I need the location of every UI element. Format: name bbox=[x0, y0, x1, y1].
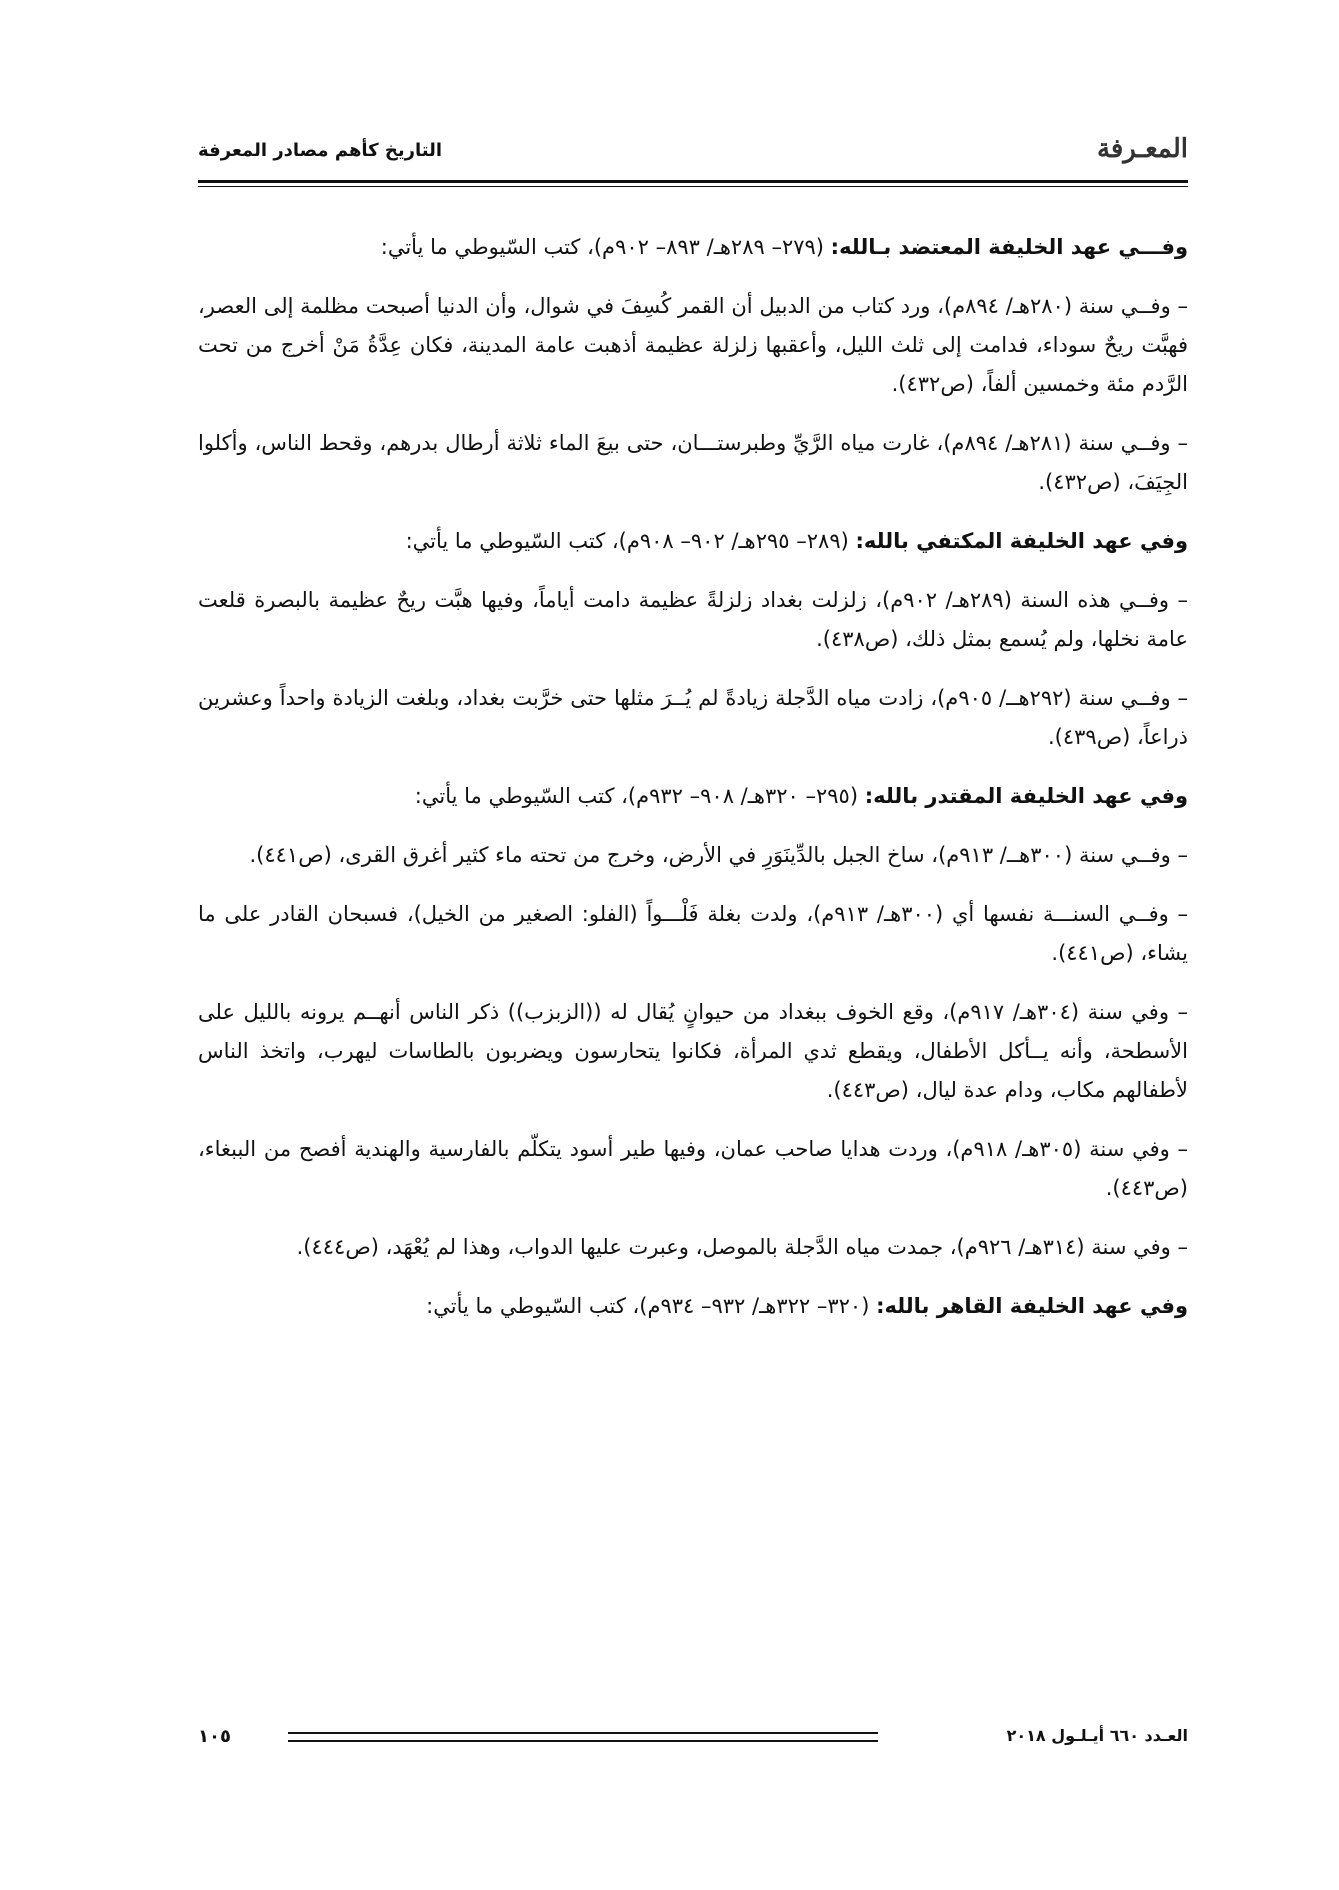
paragraph bbox=[198, 1287, 1188, 1326]
paragraph-text: – وفي سنة (٣١٤هـ/ ٩٢٦م)، جمدت مياه الدَّجلة بالموصل، وعبرت عليها الدواب، وهذا لم يُعْهَد، (ص٤٤٤). bbox=[296, 1235, 1188, 1259]
paragraph bbox=[198, 993, 1188, 1110]
page-number: ١٠٥ bbox=[198, 1726, 231, 1747]
page-header bbox=[198, 130, 1188, 180]
paragraph bbox=[198, 522, 1188, 561]
footer-divider-2 bbox=[288, 1740, 878, 1742]
header-divider-thin bbox=[198, 186, 1188, 187]
paragraph-lead: وفي عهد الخليفة المكتفي بالله: bbox=[855, 529, 1188, 553]
paragraph bbox=[198, 777, 1188, 816]
paragraph-text: – وفي سنة (٣٠٥هـ/ ٩١٨م)، وردت هدايا صاحب عمان، وفيها طير أسود يتكلّم بالفارسية والهندية أفصح من الببغاء، (ص٤٤٣). bbox=[198, 1137, 1189, 1200]
journal-logo: المعـرفة bbox=[1096, 134, 1188, 164]
article-body bbox=[198, 228, 1188, 1346]
paragraph bbox=[198, 424, 1188, 502]
paragraph bbox=[198, 836, 1188, 875]
page-footer bbox=[198, 1726, 1188, 1756]
paragraph-text: – وفــي سنة (٢٨١هـ/ ٨٩٤م)، غارت مياه الرَّيِّ وطبرستـــان، حتى بيعَ الماء ثلاثة أرطال بدرهم، وقحط الناس، وأكلوا الجِيَفَ، (ص٤٣٢). bbox=[198, 431, 1189, 494]
paragraph-text: – وفــي السنـــة نفسها أي (٣٠٠هـ/ ٩١٣م)، ولدت بغلة فَلْـــواً (الفلو: الصغير من الخيل)، فسبحان القادر على ما يشاء، (ص٤٤١). bbox=[198, 902, 1188, 965]
paragraph-text: (٣٢٠– ٣٢٢هـ/ ٩٣٢– ٩٣٤م)، كتب السّيوطي ما يأتي: bbox=[426, 1294, 877, 1318]
paragraph-text: (٢٨٩– ٢٩٥هـ/ ٩٠٢– ٩٠٨م)، كتب السّيوطي ما يأتي: bbox=[405, 529, 856, 553]
paragraph-text: – وفــي سنة (٢٩٢هــ/ ٩٠٥م)، زادت مياه الدَّجلة زيادةً لم يُــرَ مثلها حتى خرَّبت بغداد، وبلغت الزيادة واحداً وعشرين ذراعاً، (ص٤٣٩). bbox=[198, 686, 1189, 749]
paragraph bbox=[198, 228, 1188, 267]
paragraph-lead: وفـــي عهد الخليفة المعتضد بـالله: bbox=[830, 235, 1188, 259]
header-divider bbox=[198, 180, 1188, 183]
paragraph-lead: وفي عهد الخليفة القاهر بالله: bbox=[876, 1294, 1188, 1318]
paragraph-text: – وفي سنة (٣٠٤هـ/ ٩١٧م)، وقع الخوف ببغداد من حيوانٍ يُقال له ((الزبزب)) ذكر الناس أنهــم يرونه بالليل على الأسطحة، وأنه يــأكل الأطفال، ويقطع ثدي المرأة، فكانوا يتحارسون ويضربون بالطاسات ليهرب، واتخذ الناس لأطفالهم مكاب، ودام عدة ليال، (ص٤٤٣). bbox=[198, 1000, 1189, 1102]
paragraph bbox=[198, 1228, 1188, 1267]
footer-divider bbox=[288, 1732, 878, 1734]
paragraph-text: – وفــي سنة (٣٠٠هــ/ ٩١٣م)، ساخ الجبل بالدِّينَوَرِ في الأرض، وخرج من تحته ماء كثير أغرق القرى، (ص٤٤١). bbox=[249, 843, 1188, 867]
paragraph bbox=[198, 287, 1188, 404]
issue-info: العـدد ٦٦٠ أيـلـول ٢٠١٨ bbox=[1006, 1726, 1188, 1745]
paragraph bbox=[198, 679, 1188, 757]
paragraph-text: – وفــي سنة (٢٨٠هـ/ ٨٩٤م)، ورد كتاب من الدبيل أن القمر كُسِفَ في شوال، وأن الدنيا أصبحت مظلمة إلى العصر، فهبَّت ريحٌ سوداء، فدامت إلى ثلث الليل، وأعقبها زلزلة عظيمة أذهبت عامة المدينة، فكان عِدَّةُ مَنْ أخرج من تحت الرَّدم مئة وخمسين ألفاً، (ص٤٣٢). bbox=[198, 294, 1188, 396]
paragraph bbox=[198, 581, 1188, 659]
paragraph bbox=[198, 1130, 1188, 1208]
paragraph bbox=[198, 895, 1188, 973]
paragraph-text: (٢٧٩– ٢٨٩هـ/ ٨٩٣– ٩٠٢م)، كتب السّيوطي ما يأتي: bbox=[380, 235, 831, 259]
paragraph-text: – وفــي هذه السنة (٢٨٩هـ/ ٩٠٢م)، زلزلت بغداد زلزلةً عظيمة دامت أياماً، وفيها هبَّت ريحٌ عظيمة بالبصرة قلعت عامة نخلها، ولم يُسمع بمثل ذلك، (ص٤٣٨). bbox=[198, 588, 1188, 651]
running-title: التاريخ كأهم مصادر المعرفة bbox=[198, 140, 443, 161]
paragraph-lead: وفي عهد الخليفة المقتدر بالله: bbox=[864, 784, 1188, 808]
paragraph-text: (٢٩٥– ٣٢٠هـ/ ٩٠٨– ٩٣٢م)، كتب السّيوطي ما يأتي: bbox=[414, 784, 865, 808]
